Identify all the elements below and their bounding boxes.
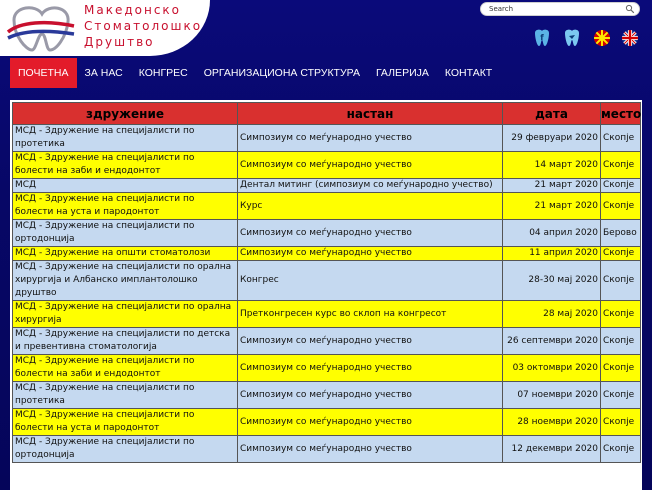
nav-item-gallery[interactable]: ГАЛЕРИЈА: [375, 67, 429, 79]
column-header-event: настан: [238, 103, 503, 125]
cell-place: Скопје: [601, 355, 641, 382]
cell-date: 12 декември 2020: [503, 436, 601, 463]
uk-flag-icon[interactable]: [620, 28, 640, 48]
cell-association: МСД - Здружение на специјалисти по болести на заби и ендодонтот: [13, 152, 238, 179]
logo-line: Македонско: [84, 3, 182, 17]
cell-event: Симпозиум со меѓународно учество: [238, 409, 503, 436]
cell-event: Претконгресен курс во склоп на конгресот: [238, 301, 503, 328]
logo-tooth-icon: [6, 2, 76, 54]
cell-event: Симпозиум со меѓународно учество: [238, 436, 503, 463]
cell-date: 11 април 2020: [503, 247, 601, 261]
logo-line: Друштво: [84, 35, 155, 49]
cell-event: Симпозиум со меѓународно учество: [238, 152, 503, 179]
cell-date: 26 септември 2020: [503, 328, 601, 355]
cell-event: Симпозиум со меѓународно учество: [238, 247, 503, 261]
table-row: [13, 247, 641, 261]
events-table: [12, 102, 641, 463]
cell-place: Скопје: [601, 328, 641, 355]
cell-association: МСД - Здружение на специјалисти по орална хирургија и Албанско имплантолошко друштво: [13, 261, 238, 301]
search-box: [480, 2, 640, 16]
search-icon[interactable]: [625, 4, 635, 14]
cell-place: Берово: [601, 220, 641, 247]
table-row: [13, 301, 641, 328]
cell-place: Скопје: [601, 409, 641, 436]
logo[interactable]: [0, 0, 210, 56]
cell-association: МСД - Здружение на специјалисти по болести на уста и пародонтот: [13, 193, 238, 220]
cell-date: 03 октомври 2020: [503, 355, 601, 382]
cell-place: Скопје: [601, 125, 641, 152]
nav-item-congress[interactable]: КОНГРЕС: [138, 67, 188, 79]
cell-event: Дентал митинг (симпозиум со меѓународно учество): [238, 179, 503, 193]
main-nav: [10, 58, 500, 88]
table-header-row: [13, 103, 641, 125]
cell-place: Скопје: [601, 193, 641, 220]
column-header-date: дата: [503, 103, 601, 125]
table-row: [13, 382, 641, 409]
table-row: [13, 179, 641, 193]
search-input[interactable]: [489, 3, 625, 15]
cell-date: 28-30 мај 2020: [503, 261, 601, 301]
cell-event: Симпозиум со меѓународно учество: [238, 328, 503, 355]
nav-item-about[interactable]: ЗА НАС: [84, 67, 123, 79]
logo-text: [84, 2, 202, 50]
twitter-tooth-icon[interactable]: [562, 28, 582, 48]
table-row: [13, 261, 641, 301]
nav-item-structure[interactable]: ОРГАНИЗАЦИОНА СТРУКТУРА: [203, 67, 360, 79]
cell-association: МСД - Здружение на специјалисти по болести на уста и пародонтот: [13, 409, 238, 436]
cell-association: МСД - Здружение на специјалисти по болести на заби и ендодонтот: [13, 355, 238, 382]
cell-event: Симпозиум со меѓународно учество: [238, 355, 503, 382]
cell-association: МСД - Здружение на специјалисти по детска и превентивна стоматологија: [13, 328, 238, 355]
macedonia-flag-icon[interactable]: [592, 28, 612, 48]
column-header-association: здружение: [13, 103, 238, 125]
cell-event: Конгрес: [238, 261, 503, 301]
cell-association: МСД - Здружение на специјалисти по ортодонција: [13, 220, 238, 247]
site-header: [0, 0, 652, 56]
cell-date: 07 ноември 2020: [503, 382, 601, 409]
cell-association: МСД - Здружение на специјалисти по протетика: [13, 382, 238, 409]
cell-date: 29 февруари 2020: [503, 125, 601, 152]
cell-association: МСД: [13, 179, 238, 193]
cell-place: Скопје: [601, 152, 641, 179]
cell-association: МСД - Здружение на специјалисти по ортодонција: [13, 436, 238, 463]
svg-text:f: f: [540, 33, 544, 42]
cell-place: Скопје: [601, 382, 641, 409]
cell-date: 21 март 2020: [503, 193, 601, 220]
events-table-container: [10, 100, 642, 490]
cell-event: Симпозиум со меѓународно учество: [238, 125, 503, 152]
column-header-place: место: [601, 103, 641, 125]
table-body: [13, 125, 641, 463]
cell-event: Симпозиум со меѓународно учество: [238, 382, 503, 409]
cell-event: Симпозиум со меѓународно учество: [238, 220, 503, 247]
table-row: [13, 328, 641, 355]
table-row: [13, 193, 641, 220]
cell-date: 28 мај 2020: [503, 301, 601, 328]
cell-date: 28 ноември 2020: [503, 409, 601, 436]
table-row: [13, 436, 641, 463]
table-row: [13, 355, 641, 382]
table-row: [13, 409, 641, 436]
cell-place: Скопје: [601, 261, 641, 301]
cell-association: МСД - Здружение на општи стоматолози: [13, 247, 238, 261]
cell-event: Курс: [238, 193, 503, 220]
cell-place: Скопје: [601, 436, 641, 463]
cell-date: 04 април 2020: [503, 220, 601, 247]
cell-date: 21 март 2020: [503, 179, 601, 193]
cell-place: Скопје: [601, 301, 641, 328]
table-row: [13, 220, 641, 247]
logo-line: Стоматолошко: [84, 19, 203, 33]
nav-item-home[interactable]: ПОЧЕТНА: [10, 58, 77, 88]
table-row: [13, 152, 641, 179]
cell-association: МСД - Здружение на специјалисти по орална хирургија: [13, 301, 238, 328]
table-row: [13, 125, 641, 152]
cell-association: МСД - Здружение на специјалисти по протетика: [13, 125, 238, 152]
facebook-tooth-icon[interactable]: [532, 28, 552, 48]
cell-place: Скопје: [601, 179, 641, 193]
cell-date: 14 март 2020: [503, 152, 601, 179]
cell-place: Скопје: [601, 247, 641, 261]
nav-item-contact[interactable]: КОНТАКТ: [444, 67, 493, 79]
